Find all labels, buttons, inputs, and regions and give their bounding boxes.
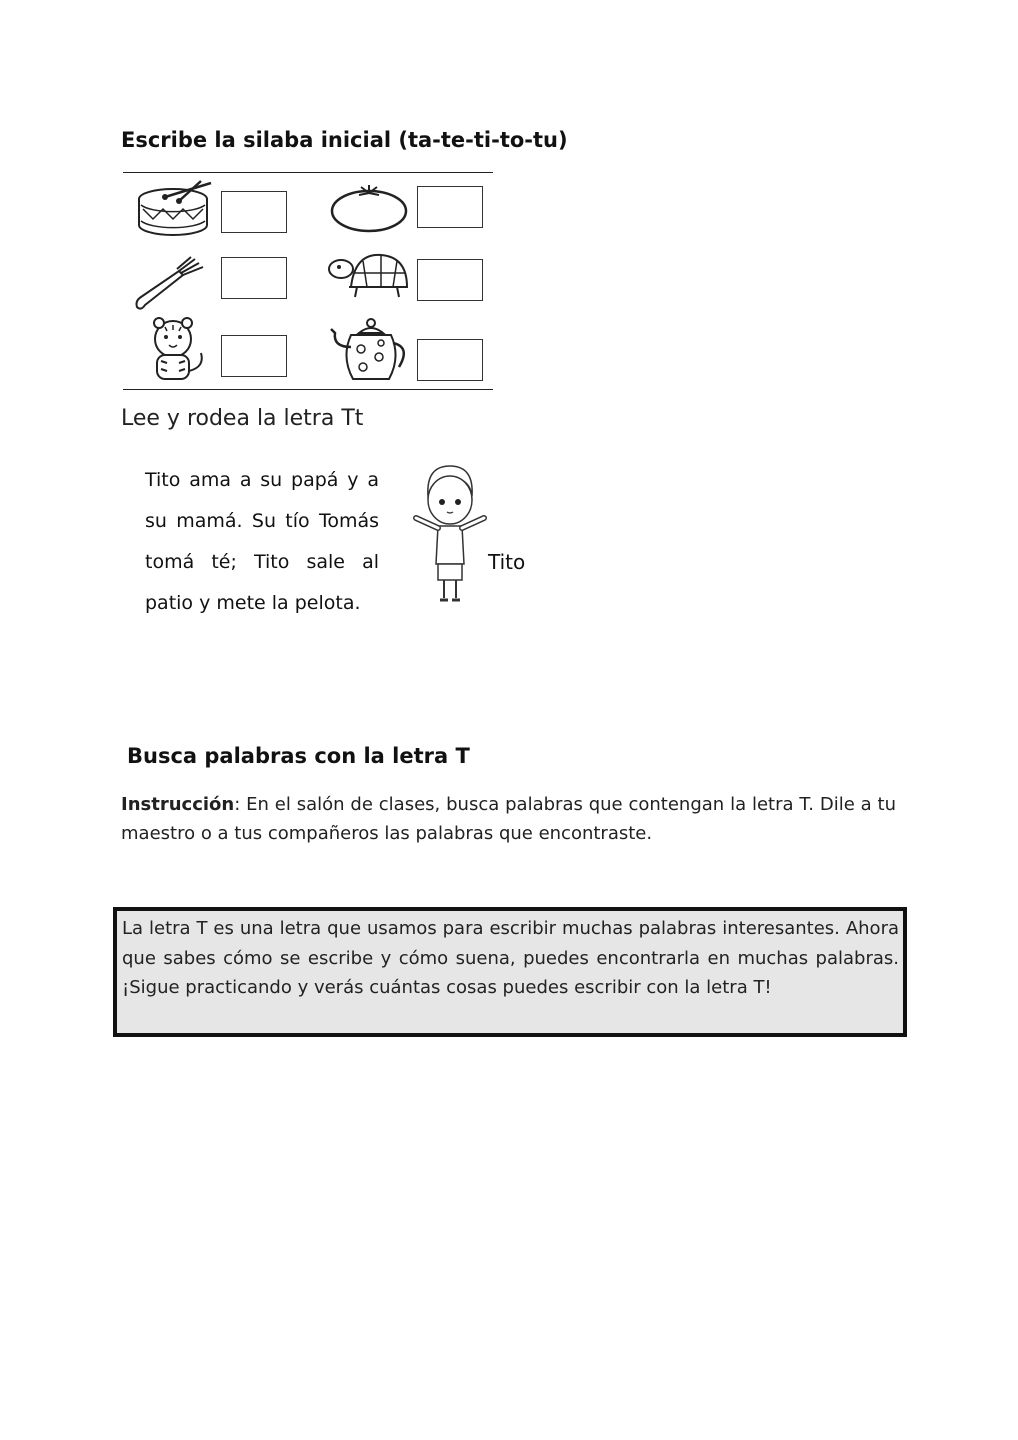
answer-box-5[interactable] (221, 335, 287, 377)
summary-text: La letra T es una letra que usamos para escribir muchas palabras interesantes. Ahora que sabes cómo se escribe y cómo suena, puedes encontrarla en muchas palabras. ¡Sigue practicando y verás cuántas cosas puedes escribir con la letra T! (122, 918, 899, 998)
section-title-busca: Busca palabras con la letra T (127, 744, 470, 768)
boy-illustration (410, 460, 490, 606)
reading-line: patio y mete la pelota. (145, 592, 361, 614)
instruction-label: Instrucción (121, 794, 235, 815)
reading-line: su mamá. Su tío Tomás (145, 510, 379, 532)
reading-line: Tito ama a su papá y a (145, 469, 379, 491)
turtle-icon (327, 247, 411, 303)
summary-box (113, 907, 907, 1037)
section-title-lee: Lee y rodea la letra Tt (121, 406, 364, 431)
figure-label: Tito (488, 550, 526, 574)
answer-box-2[interactable] (417, 186, 483, 228)
answer-box-4[interactable] (417, 259, 483, 301)
drum-icon (135, 179, 215, 239)
reading-line: tomá té; Tito sale al (145, 551, 379, 573)
syllable-exercise (123, 172, 493, 390)
tiger-icon (135, 317, 211, 383)
reading-text (145, 460, 379, 624)
tomato-icon (329, 183, 409, 233)
answer-box-1[interactable] (221, 191, 287, 233)
fork-icon (133, 253, 213, 313)
section-title-silaba: Escribe la silaba inicial (ta-te-ti-to-tu) (121, 128, 568, 152)
instruction-paragraph (121, 790, 896, 848)
answer-box-3[interactable] (221, 257, 287, 299)
answer-box-6[interactable] (417, 339, 483, 381)
instruction-text: : En el salón de clases, busca palabras que contengan la letra T. Dile a tu maestro o a tus compañeros las palabras que encontraste. (121, 794, 896, 844)
teapot-icon (329, 317, 413, 383)
